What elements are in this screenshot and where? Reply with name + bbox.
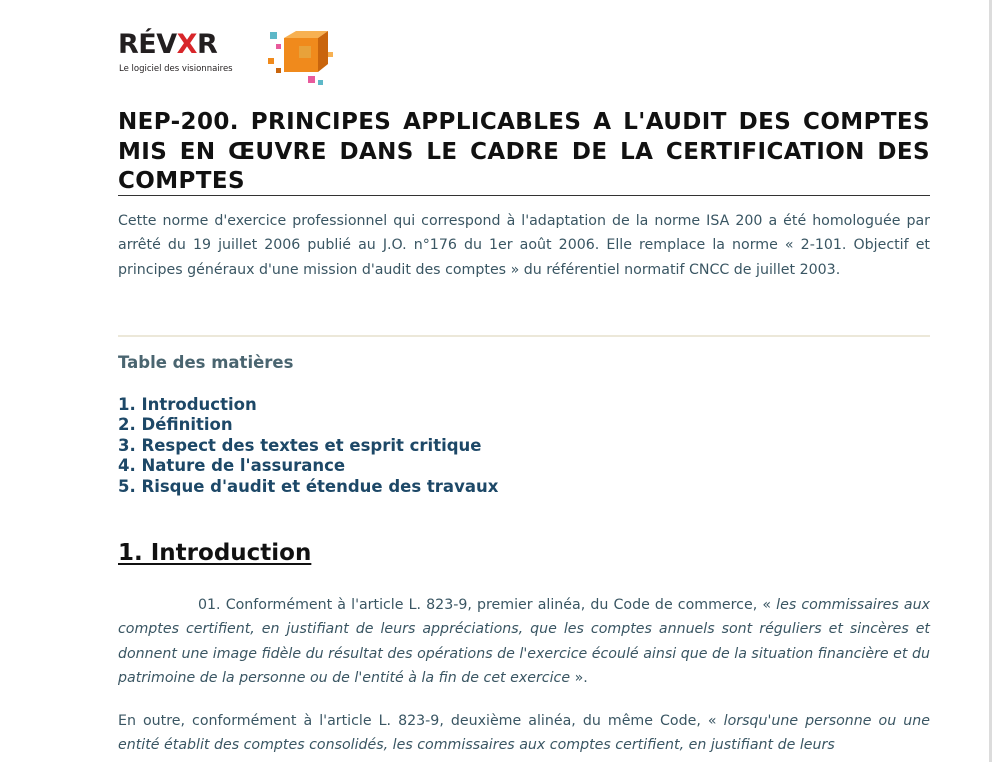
table-of-contents — [118, 395, 498, 497]
logo-tagline: Le logiciel des visionnaires — [119, 64, 233, 74]
paragraph-02 — [118, 709, 930, 758]
title-divider — [118, 195, 930, 196]
intro-divider — [118, 335, 930, 337]
document-title: NEP-200. PRINCIPES APPLICABLES A L'AUDIT DES COMPTES MIS EN ŒUVRE DANS LE CADRE DE LA CERTIFICATION DES COMPTES — [118, 109, 930, 194]
toc-item-definition[interactable]: 2. Définition — [118, 415, 233, 435]
toc-item-nature-assurance[interactable]: 4. Nature de l'assurance — [118, 456, 346, 476]
paragraph-02-quote: lorsqu'une personne ou une entité établit des comptes consolidés, les commissaires aux comptes certifient, en justifiant de leurs — [118, 713, 930, 754]
paragraph-01-end: ». — [570, 669, 588, 686]
toc-item-introduction[interactable]: 1. Introduction — [118, 395, 257, 414]
logo-wordmark — [118, 30, 217, 60]
paragraph-01-lead: 01. Conformément à l'article L. 823-9, premier alinéa, du Code de commerce, « — [198, 597, 777, 613]
toc-item-respect-textes[interactable]: 3. Respect des textes et esprit critique — [118, 435, 482, 455]
toc-item-risque-audit[interactable]: 5. Risque d'audit et étendue des travaux — [118, 476, 499, 496]
paragraph-01 — [118, 593, 930, 690]
logo-word-red: X — [176, 29, 197, 60]
section-heading-introduction: 1. Introduction — [118, 540, 312, 566]
document-intro: Cette norme d'exercice professionnel qui correspond à l'adaptation de la norme ISA 200 a été homologuée par arrêté du 19 juillet 2006 publié au J.O. n°176 du 1er août 2006. Elle remplace la norme « 2-101. Objectif et principes généraux d'une mission d'audit des comptes » du référentiel normatif CNCC de juillet 2003. — [118, 213, 930, 278]
paragraph-02-lead: En outre, conformément à l'article L. 823-9, deuxième alinéa, du même Code, « — [118, 713, 724, 729]
logo-cubes-icon — [262, 28, 338, 90]
logo-word-prefix: RÉV — [118, 29, 177, 60]
toc-title: Table des matières — [118, 353, 294, 372]
logo-word-suffix: R — [196, 29, 218, 60]
revor-logo — [118, 28, 348, 88]
paragraph-01-quote: les commissaires aux comptes certifient, en justifiant de leurs appréciations, que les comptes annuels sont réguliers et sincères et donnent une image fidèle du résultat des opérations de l'exercice écoulé ainsi que de la situation financière et du patrimoine de la personne ou de l'entité à la fin de cet exercice — [118, 597, 930, 686]
